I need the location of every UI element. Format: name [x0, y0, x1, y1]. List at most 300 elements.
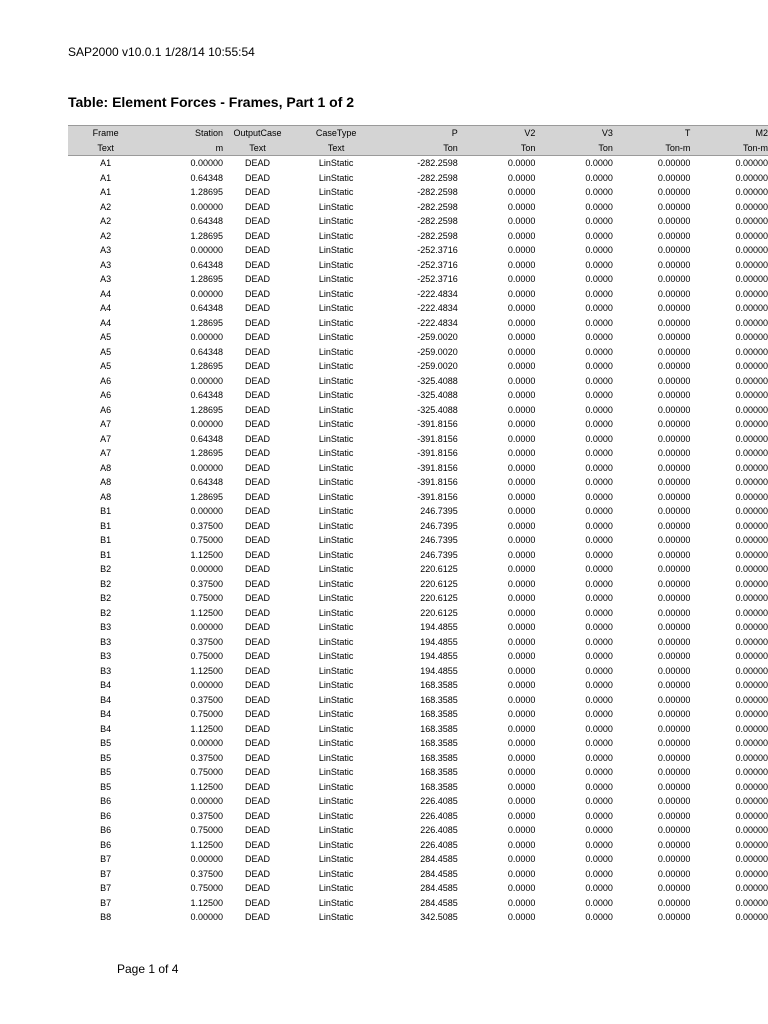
cell-t: 0.00000: [657, 216, 691, 226]
cell-t: 0.00000: [657, 158, 691, 168]
cell-m2: 0.00000: [735, 549, 768, 560]
cell-m2: 0.00000: [735, 433, 768, 444]
cell-casetype: LinStatic: [318, 709, 354, 719]
cell-v2: 0.0000: [507, 303, 536, 313]
cell-t: 0.00000: [657, 810, 691, 821]
table-row: [68, 258, 768, 273]
cell-station: 1.12500: [190, 607, 224, 618]
cell-outputcase: DEAD: [245, 839, 271, 850]
cell-p: 284.4585: [420, 868, 458, 879]
cell-station: 0.00000: [190, 738, 224, 748]
cell-casetype: LinStatic: [318, 245, 354, 255]
cell-p: -222.4834: [417, 303, 458, 313]
cell-m2: 0.00000: [735, 825, 768, 835]
cell-v3: 0.0000: [585, 433, 613, 444]
cell-casetype: LinStatic: [318, 303, 354, 313]
cell-t: 0.00000: [657, 491, 691, 502]
unit-t: Ton-m: [613, 141, 691, 156]
table-row: [68, 635, 768, 650]
cell-t: 0.00000: [657, 245, 691, 255]
cell-outputcase: DEAD: [245, 448, 271, 458]
cell-casetype: LinStatic: [318, 172, 354, 183]
cell-v3: 0.0000: [585, 419, 613, 429]
cell-frame: B3: [100, 665, 112, 676]
cell-t: 0.00000: [657, 201, 691, 212]
cell-casetype: LinStatic: [318, 404, 354, 415]
cell-p: 168.3585: [420, 738, 458, 748]
cell-v3: 0.0000: [585, 854, 613, 864]
cell-casetype: LinStatic: [318, 506, 354, 516]
table-row: [68, 664, 768, 679]
cell-frame: B3: [100, 636, 112, 647]
cell-p: 246.7395: [420, 549, 458, 560]
cell-t: 0.00000: [657, 564, 691, 574]
cell-p: 194.4855: [420, 665, 458, 676]
cell-v2: 0.0000: [507, 245, 536, 255]
table-row: [68, 867, 768, 882]
cell-t: 0.00000: [657, 361, 691, 371]
cell-casetype: LinStatic: [318, 274, 354, 284]
cell-v2: 0.0000: [507, 332, 536, 342]
cell-p: 220.6125: [420, 564, 458, 574]
cell-outputcase: DEAD: [245, 259, 271, 270]
cell-t: 0.00000: [657, 274, 691, 284]
cell-t: 0.00000: [657, 796, 691, 806]
cell-outputcase: DEAD: [245, 404, 271, 415]
table-row: [68, 751, 768, 766]
cell-v2: 0.0000: [507, 419, 536, 429]
cell-station: 0.00000: [190, 622, 224, 632]
table-row: [68, 156, 768, 171]
table-row: [68, 490, 768, 505]
cell-frame: A2: [100, 216, 112, 226]
cell-v3: 0.0000: [585, 912, 613, 922]
cell-station: 0.37500: [190, 694, 224, 705]
cell-p: -391.8156: [417, 448, 458, 458]
cell-t: 0.00000: [657, 738, 691, 748]
cell-v3: 0.0000: [585, 636, 613, 647]
cell-station: 0.37500: [190, 636, 224, 647]
table-row: [68, 765, 768, 780]
cell-v2: 0.0000: [507, 361, 536, 371]
cell-t: 0.00000: [657, 694, 691, 705]
table-row: [68, 171, 768, 186]
cell-frame: A6: [100, 404, 112, 415]
cell-p: 246.7395: [420, 535, 458, 545]
cell-frame: A8: [100, 477, 112, 487]
cell-v2: 0.0000: [507, 259, 536, 270]
cell-casetype: LinStatic: [318, 259, 354, 270]
cell-t: 0.00000: [657, 375, 691, 386]
column-header-v3: V3: [535, 126, 613, 141]
cell-v3: 0.0000: [585, 462, 613, 473]
table-row: [68, 809, 768, 824]
cell-v3: 0.0000: [585, 593, 613, 603]
cell-casetype: LinStatic: [318, 477, 354, 487]
cell-v2: 0.0000: [507, 201, 536, 212]
cell-t: 0.00000: [657, 912, 691, 922]
table-row: [68, 461, 768, 476]
cell-p: -259.0020: [417, 361, 458, 371]
table-row: [68, 707, 768, 722]
cell-m2: 0.00000: [735, 259, 768, 270]
table-row: [68, 330, 768, 345]
cell-p: 220.6125: [420, 578, 458, 589]
cell-t: 0.00000: [657, 723, 691, 734]
cell-m2: 0.00000: [735, 390, 768, 400]
cell-v3: 0.0000: [585, 752, 613, 763]
cell-station: 0.00000: [190, 419, 224, 429]
cell-v3: 0.0000: [585, 549, 613, 560]
column-header-frame: Frame: [68, 126, 143, 141]
cell-casetype: LinStatic: [318, 578, 354, 589]
cell-p: 194.4855: [420, 622, 458, 632]
cell-v2: 0.0000: [507, 274, 536, 284]
cell-m2: 0.00000: [735, 520, 768, 531]
cell-t: 0.00000: [657, 607, 691, 618]
cell-v3: 0.0000: [585, 477, 613, 487]
cell-outputcase: DEAD: [245, 477, 271, 487]
cell-v3: 0.0000: [585, 578, 613, 589]
cell-outputcase: DEAD: [245, 346, 271, 357]
cell-outputcase: DEAD: [245, 912, 271, 922]
cell-v3: 0.0000: [585, 187, 613, 197]
cell-p: 226.4085: [420, 810, 458, 821]
cell-p: -222.4834: [417, 317, 458, 328]
cell-casetype: LinStatic: [318, 216, 354, 226]
cell-casetype: LinStatic: [318, 810, 354, 821]
cell-frame: A2: [100, 230, 112, 241]
cell-v2: 0.0000: [507, 651, 536, 661]
cell-outputcase: DEAD: [245, 868, 271, 879]
cell-casetype: LinStatic: [318, 607, 354, 618]
cell-station: 1.12500: [190, 723, 224, 734]
cell-p: -282.2598: [417, 230, 458, 241]
cell-frame: B5: [100, 767, 112, 777]
cell-p: -325.4088: [417, 390, 458, 400]
cell-casetype: LinStatic: [318, 897, 354, 908]
table-row: [68, 693, 768, 708]
cell-frame: B2: [100, 564, 112, 574]
cell-m2: 0.00000: [735, 607, 768, 618]
cell-v2: 0.0000: [507, 709, 536, 719]
cell-frame: B4: [100, 709, 112, 719]
cell-station: 0.75000: [190, 883, 224, 893]
cell-t: 0.00000: [657, 317, 691, 328]
unit-m2: Ton-m: [690, 141, 768, 156]
cell-v2: 0.0000: [507, 448, 536, 458]
cell-frame: A5: [100, 361, 112, 371]
cell-v3: 0.0000: [585, 839, 613, 850]
table-row: [68, 345, 768, 360]
table-row: [68, 214, 768, 229]
cell-station: 1.12500: [190, 665, 224, 676]
cell-m2: 0.00000: [735, 535, 768, 545]
cell-m2: 0.00000: [735, 288, 768, 299]
cell-frame: B6: [100, 839, 112, 850]
cell-station: 0.64348: [190, 477, 224, 487]
cell-v2: 0.0000: [507, 187, 536, 197]
cell-v3: 0.0000: [585, 564, 613, 574]
cell-outputcase: DEAD: [245, 433, 271, 444]
cell-casetype: LinStatic: [318, 549, 354, 560]
cell-v3: 0.0000: [585, 506, 613, 516]
cell-casetype: LinStatic: [318, 680, 354, 690]
table-row: [68, 823, 768, 838]
cell-frame: B7: [100, 883, 112, 893]
cell-m2: 0.00000: [735, 897, 768, 908]
cell-frame: B6: [100, 810, 112, 821]
table-row: [68, 388, 768, 403]
cell-t: 0.00000: [657, 172, 691, 183]
cell-m2: 0.00000: [735, 752, 768, 763]
cell-v3: 0.0000: [585, 622, 613, 632]
cell-frame: B5: [100, 752, 112, 763]
cell-v3: 0.0000: [585, 607, 613, 618]
column-header-v2: V2: [458, 126, 536, 141]
cell-station: 0.00000: [190, 288, 224, 299]
cell-p: 284.4585: [420, 854, 458, 864]
cell-station: 0.64348: [190, 303, 224, 313]
cell-casetype: LinStatic: [318, 346, 354, 357]
cell-station: 0.37500: [190, 868, 224, 879]
cell-station: 1.28695: [190, 404, 224, 415]
cell-v3: 0.0000: [585, 781, 613, 792]
table-row: [68, 620, 768, 635]
table-header: [68, 126, 768, 156]
cell-frame: A7: [100, 448, 112, 458]
cell-v2: 0.0000: [507, 506, 536, 516]
cell-p: -282.2598: [417, 187, 458, 197]
cell-casetype: LinStatic: [318, 839, 354, 850]
cell-v3: 0.0000: [585, 404, 613, 415]
cell-v3: 0.0000: [585, 245, 613, 255]
cell-t: 0.00000: [657, 825, 691, 835]
cell-p: 168.3585: [420, 723, 458, 734]
cell-v3: 0.0000: [585, 274, 613, 284]
cell-v3: 0.0000: [585, 709, 613, 719]
cell-p: 220.6125: [420, 607, 458, 618]
cell-v3: 0.0000: [585, 230, 613, 241]
cell-outputcase: DEAD: [245, 651, 271, 661]
cell-m2: 0.00000: [735, 201, 768, 212]
cell-v2: 0.0000: [507, 462, 536, 473]
cell-p: 220.6125: [420, 593, 458, 603]
cell-casetype: LinStatic: [318, 520, 354, 531]
cell-v3: 0.0000: [585, 723, 613, 734]
cell-outputcase: DEAD: [245, 825, 271, 835]
cell-v2: 0.0000: [507, 839, 536, 850]
cell-m2: 0.00000: [735, 651, 768, 661]
cell-v2: 0.0000: [507, 535, 536, 545]
cell-casetype: LinStatic: [318, 738, 354, 748]
cell-t: 0.00000: [657, 462, 691, 473]
cell-station: 0.00000: [190, 796, 224, 806]
cell-casetype: LinStatic: [318, 158, 354, 168]
cell-station: 0.75000: [190, 767, 224, 777]
cell-t: 0.00000: [657, 767, 691, 777]
page-number: Page 1 of 4: [117, 962, 179, 976]
cell-v2: 0.0000: [507, 477, 536, 487]
cell-v2: 0.0000: [507, 346, 536, 357]
cell-p: -391.8156: [417, 419, 458, 429]
cell-p: 194.4855: [420, 636, 458, 647]
table-row: [68, 562, 768, 577]
cell-t: 0.00000: [657, 404, 691, 415]
cell-station: 0.64348: [190, 346, 224, 357]
cell-m2: 0.00000: [735, 230, 768, 241]
cell-casetype: LinStatic: [318, 622, 354, 632]
cell-m2: 0.00000: [735, 187, 768, 197]
cell-p: -259.0020: [417, 332, 458, 342]
cell-m2: 0.00000: [735, 593, 768, 603]
cell-station: 1.28695: [190, 448, 224, 458]
cell-station: 0.00000: [190, 462, 224, 473]
cell-p: 168.3585: [420, 781, 458, 792]
cell-v3: 0.0000: [585, 680, 613, 690]
table-row: [68, 374, 768, 389]
cell-casetype: LinStatic: [318, 825, 354, 835]
cell-p: 284.4585: [420, 883, 458, 893]
cell-m2: 0.00000: [735, 796, 768, 806]
cell-p: 226.4085: [420, 839, 458, 850]
cell-t: 0.00000: [657, 680, 691, 690]
cell-v3: 0.0000: [585, 172, 613, 183]
cell-outputcase: DEAD: [245, 810, 271, 821]
unit-outputcase: Text: [223, 141, 292, 156]
cell-frame: B4: [100, 680, 112, 690]
cell-station: 0.37500: [190, 752, 224, 763]
cell-frame: A6: [100, 390, 112, 400]
cell-v2: 0.0000: [507, 810, 536, 821]
cell-v2: 0.0000: [507, 622, 536, 632]
cell-m2: 0.00000: [735, 854, 768, 864]
cell-p: 284.4585: [420, 897, 458, 908]
cell-frame: B7: [100, 897, 112, 908]
column-header-station: Station: [143, 126, 223, 141]
table-row: [68, 417, 768, 432]
cell-v2: 0.0000: [507, 680, 536, 690]
cell-v3: 0.0000: [585, 259, 613, 270]
cell-v2: 0.0000: [507, 723, 536, 734]
cell-outputcase: DEAD: [245, 752, 271, 763]
table-row: [68, 432, 768, 447]
cell-outputcase: DEAD: [245, 216, 271, 226]
cell-outputcase: DEAD: [245, 549, 271, 560]
table-row: [68, 780, 768, 795]
cell-station: 0.00000: [190, 912, 224, 922]
cell-t: 0.00000: [657, 419, 691, 429]
cell-v2: 0.0000: [507, 230, 536, 241]
cell-station: 1.28695: [190, 274, 224, 284]
cell-t: 0.00000: [657, 578, 691, 589]
cell-t: 0.00000: [657, 288, 691, 299]
cell-casetype: LinStatic: [318, 636, 354, 647]
cell-m2: 0.00000: [735, 767, 768, 777]
cell-station: 1.12500: [190, 549, 224, 560]
cell-v2: 0.0000: [507, 317, 536, 328]
cell-casetype: LinStatic: [318, 694, 354, 705]
cell-frame: A4: [100, 317, 112, 328]
cell-station: 0.64348: [190, 172, 224, 183]
table-row: [68, 533, 768, 548]
cell-p: -222.4834: [417, 288, 458, 299]
cell-p: 194.4855: [420, 651, 458, 661]
cell-frame: B4: [100, 694, 112, 705]
cell-v2: 0.0000: [507, 854, 536, 864]
cell-frame: B6: [100, 825, 112, 835]
table-row: [68, 678, 768, 693]
table-row: [68, 794, 768, 809]
cell-outputcase: DEAD: [245, 781, 271, 792]
cell-v2: 0.0000: [507, 564, 536, 574]
cell-v3: 0.0000: [585, 216, 613, 226]
column-names-row: [68, 126, 768, 141]
cell-outputcase: DEAD: [245, 491, 271, 502]
table-row: [68, 910, 768, 925]
cell-frame: B7: [100, 868, 112, 879]
cell-v3: 0.0000: [585, 201, 613, 212]
cell-p: 226.4085: [420, 796, 458, 806]
cell-outputcase: DEAD: [245, 665, 271, 676]
cell-m2: 0.00000: [735, 346, 768, 357]
cell-station: 0.75000: [190, 651, 224, 661]
column-header-outputcase: OutputCase: [223, 126, 292, 141]
cell-frame: A2: [100, 201, 112, 212]
cell-p: -391.8156: [417, 491, 458, 502]
cell-station: 0.00000: [190, 158, 224, 168]
cell-t: 0.00000: [657, 535, 691, 545]
cell-casetype: LinStatic: [318, 665, 354, 676]
cell-t: 0.00000: [657, 549, 691, 560]
cell-casetype: LinStatic: [318, 796, 354, 806]
cell-t: 0.00000: [657, 303, 691, 313]
cell-v2: 0.0000: [507, 390, 536, 400]
cell-outputcase: DEAD: [245, 172, 271, 183]
cell-outputcase: DEAD: [245, 738, 271, 748]
cell-v3: 0.0000: [585, 520, 613, 531]
cell-frame: B2: [100, 607, 112, 618]
cell-v3: 0.0000: [585, 694, 613, 705]
cell-v2: 0.0000: [507, 433, 536, 444]
table-row: [68, 881, 768, 896]
cell-m2: 0.00000: [735, 781, 768, 792]
cell-v2: 0.0000: [507, 491, 536, 502]
cell-p: -325.4088: [417, 375, 458, 386]
cell-v2: 0.0000: [507, 375, 536, 386]
cell-m2: 0.00000: [735, 665, 768, 676]
table-row: [68, 519, 768, 534]
cell-p: -252.3716: [417, 259, 458, 270]
cell-station: 0.75000: [190, 593, 224, 603]
cell-frame: B1: [100, 520, 112, 531]
cell-v2: 0.0000: [507, 883, 536, 893]
cell-m2: 0.00000: [735, 332, 768, 342]
cell-m2: 0.00000: [735, 622, 768, 632]
cell-v3: 0.0000: [585, 897, 613, 908]
element-forces-table-container: [68, 125, 768, 925]
column-header-casetype: CaseType: [292, 126, 380, 141]
cell-outputcase: DEAD: [245, 201, 271, 212]
cell-m2: 0.00000: [735, 361, 768, 371]
cell-p: 342.5085: [420, 912, 458, 922]
cell-outputcase: DEAD: [245, 622, 271, 632]
cell-frame: A8: [100, 491, 112, 502]
cell-frame: A5: [100, 346, 112, 357]
cell-t: 0.00000: [657, 520, 691, 531]
cell-outputcase: DEAD: [245, 636, 271, 647]
cell-casetype: LinStatic: [318, 651, 354, 661]
